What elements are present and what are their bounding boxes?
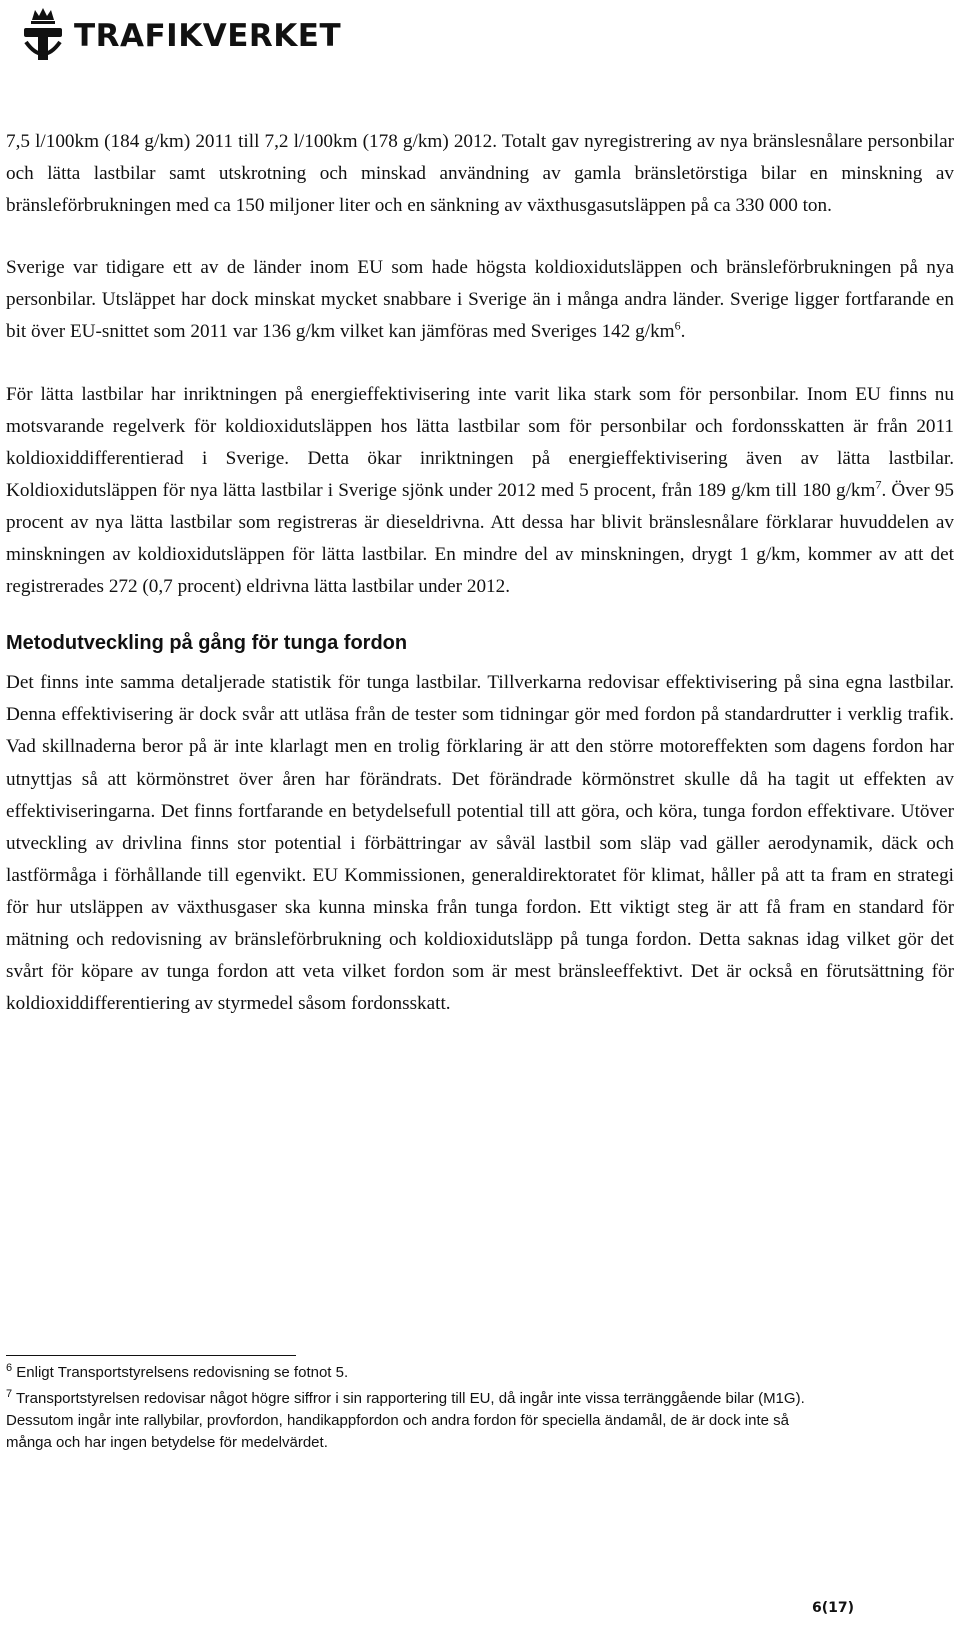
- page-number: 6(17): [812, 1600, 855, 1616]
- trafikverket-logo: [22, 4, 341, 68]
- footnote-6: [6, 1362, 836, 1384]
- footnote-7: [6, 1388, 836, 1454]
- paragraph-text: .: [680, 321, 686, 343]
- footnote-number: 7: [6, 1388, 13, 1400]
- logo-text: TRAFIKVERKET: [74, 18, 342, 54]
- footnotes: [6, 1362, 836, 1454]
- paragraph: [6, 252, 954, 348]
- footnote-divider: [6, 1355, 296, 1356]
- paragraph: [6, 379, 954, 604]
- crown-t-emblem-icon: [22, 6, 64, 66]
- paragraph-text: För lätta lastbilar har inriktningen på energieffektivisering inte varit lika stark som för personbilar. Inom EU finns nu motsvarande regelverk för koldioxidutsläppen hos lätta lastbilar som för personbilar och fordonsskatten är från 2011 koldioxiddifferentierad i Sverige. Detta ökar inriktningen på energieffektivisering även av lätta lastbilar. Koldioxidutsläppen för nya lätta lastbilar i Sverige sjönk under 2012 med 5 procent, från 189 g/km till 180 g/km: [6, 383, 954, 501]
- paragraph-text: Sverige var tidigare ett av de länder inom EU som hade högsta koldioxidutsläppen och bränsleförbrukningen på nya personbilar. Utsläppet har dock minskat mycket snabbare i Sverige än i många andra länder. Sverige ligger fortfarande en bit över EU-snittet som 2011 var 136 g/km vilket kan jämföras med Sveriges 142 g/km: [6, 257, 954, 343]
- paragraph: Det finns inte samma detaljerade statistik för tunga lastbilar. Tillverkarna redovisar effektivisering på sina egna lastbilar. Denna effektivisering är dock svår att utläsa från de tester som tidningar gör med fordon på standardrutter i verklig trafik. Vad skillnaderna beror på är inte klarlagt men en trolig förklaring är att den större motoreffekten som dagens fordon har utnyttjas så att körmönstret över åren har förändrats. Det förändrade körmönstret skulle då ha tagit ut effekten av effektiviseringarna. Det finns fortfarande en betydelsefull potential till att göra, och köra, tunga fordon effektivare. Utöver utveckling av drivlina finns stor potential i förbättringar av såväl lastbil som släp vad gäller aerodynamik, däck och lastförmåga i förhållande till egenvikt. EU Kommissionen, generaldirektoratet för klimat, håller på att ta fram en strategi för hur utsläppen av växthusgaser ska kunna minska från tunga fordon. Ett viktigt steg är att få fram en standard för mätning och redovisning av bränsleförbrukning och koldioxidutsläpp på tunga fordon. Detta saknas idag vilket gör det svårt för köpare av tunga fordon att veta vilket fordon som är mest bränsleeffektivt. Det är också en förutsättning för koldioxiddifferentiering av styrmedel såsom fordonsskatt.: [6, 672, 954, 1015]
- paragraph-text: . Över 95 procent av nya lätta lastbilar som registreras är dieseldrivna. Att dessa har blivit bränslesnålare förklarar huvuddelen av minskningen av koldioxidutsläppen för lätta lastbilar. En mindre del av minskningen, drygt 1 g/km, kommer av att det registrerades 272 (0,7 procent) eldrivna lätta lastbilar under 2012.: [6, 479, 954, 598]
- footnote-ref: 7: [875, 477, 882, 492]
- footnote-text: Enligt Transportstyrelsens redovisning se fotnot 5.: [16, 1364, 349, 1381]
- footnote-ref: 6: [674, 319, 681, 334]
- section-heading: Metodutveckling på gång för tunga fordon: [6, 632, 408, 655]
- document-body: [6, 126, 954, 1050]
- footnote-text: Transportstyrelsen redovisar något högre siffror i sin rapportering till EU, då ingår inte vissa terränggående bilar (M1G). Dessutom ingår inte rallybilar, provfordon, handikappfordon och andra fordon för speciella ändamål, de är dock inte så många och har ingen betydelse för medelvärdet.: [6, 1390, 805, 1451]
- footnote-number: 6: [6, 1362, 13, 1374]
- paragraph: 7,5 l/100km (184 g/km) 2011 till 7,2 l/100km (178 g/km) 2012. Totalt gav nyregistrering av nya bränslesnålare personbilar och lätta lastbilar samt utskrotning och minskad användning av gamla bränsletörstiga bilar en minskning av bränsleförbrukningen med ca 150 miljoner liter och en sänkning av växthusgasutsläppen på ca 330 000 ton.: [6, 131, 954, 217]
